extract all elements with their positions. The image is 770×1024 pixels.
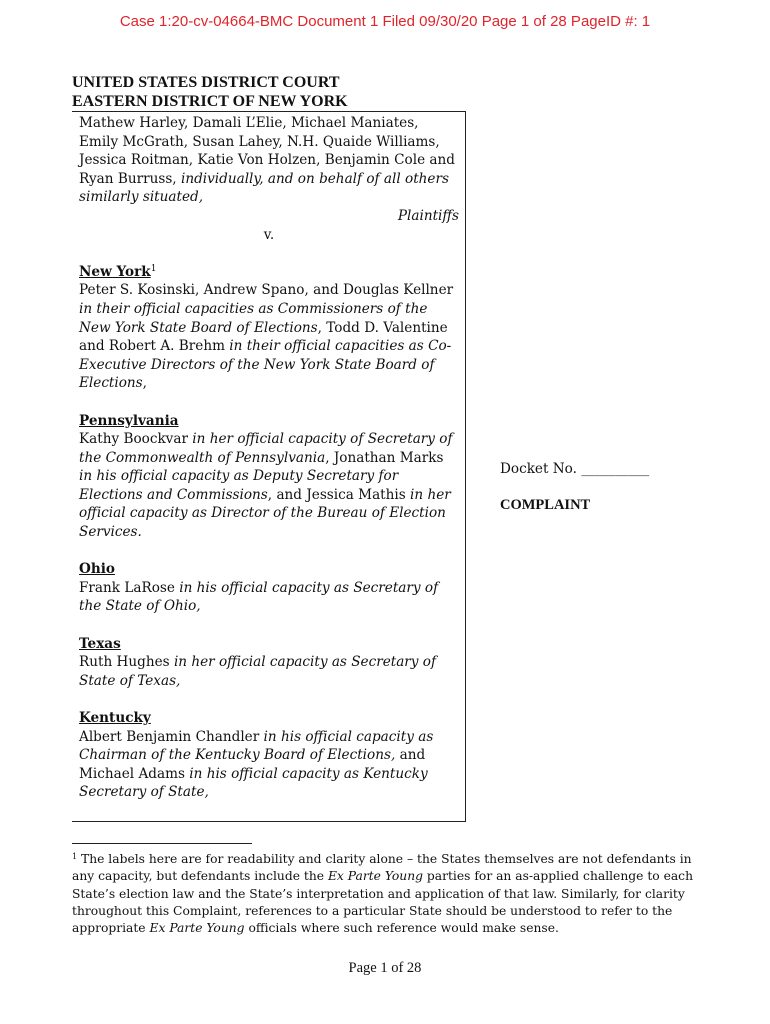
- text-segment: Albert Benjamin Chandler: [79, 728, 264, 745]
- italic-text-segment: in their official capacities as Co-Executive Directors of the New York State Board of Elections: [79, 338, 452, 392]
- text-segment: The labels here are for readability and clarity alone – the States themselves are not defendants in any capacity, but defendants include the: [72, 852, 692, 884]
- defendant-description: [79, 579, 459, 616]
- italic-text-segment: in her official capacity as Director of the Bureau of Election Services.: [79, 486, 451, 541]
- plaintiffs-capacity: individually, and on behalf of all others similarly situated,: [79, 170, 449, 206]
- court-heading: [72, 73, 348, 111]
- page-number: Page 1 of 28: [348, 960, 422, 976]
- text-segment: , Jonathan Marks: [325, 449, 444, 466]
- case-caption: [79, 114, 459, 802]
- court-name: UNITED STATES DISTRICT COURT: [72, 74, 340, 91]
- text-segment: , and Jessica Mathis: [267, 486, 411, 503]
- italic-text-segment: in his official capacity as Secretary of the State of Ohio,: [79, 579, 439, 615]
- italic-text-segment: Ex Parte Young: [327, 869, 423, 884]
- footnote: [72, 851, 702, 937]
- plaintiffs-block: [79, 114, 459, 207]
- document-title: COMPLAINT: [500, 497, 591, 513]
- defendant-description: [79, 281, 459, 393]
- plaintiffs-names: Mathew Harley, Damali L’Elie, Michael Maniates, Emily McGrath, Susan Lahey, N.H. Quaide Williams, Jessica Roitman, Katie Von Holzen, Benjamin Cole and Ryan Burruss,: [79, 115, 455, 187]
- defendant-section: [79, 709, 459, 802]
- case-header-stamp: Case 1:20-cv-04664-BMC Document 1 Filed 09/30/20 Page 1 of 28 PageID #: 1: [119, 13, 651, 30]
- defendant-description: [79, 430, 459, 542]
- state-heading: Pennsylvania: [79, 412, 179, 429]
- footnote-marker: 1: [72, 852, 78, 861]
- text-segment: Peter S. Kosinski, Andrew Spano, and Douglas Kellner: [79, 282, 454, 299]
- italic-text-segment: in her official capacity of Secretary of the Commonwealth of Pennsylvania: [79, 431, 453, 466]
- state-heading: Texas: [79, 635, 121, 652]
- text-segment: parties for an as-applied challenge to each State’s election law and the State’s interpretation and application of that law. Similarly, for clarity throughout this Complaint, references to a particular State should be understood to refer to the appropriate: [72, 869, 693, 936]
- footnote-reference: 1: [150, 263, 157, 274]
- footnote-text: [72, 852, 693, 935]
- docket-number: Docket No. __________: [500, 461, 650, 477]
- state-heading: New York: [79, 263, 151, 280]
- defendant-section: [79, 635, 459, 691]
- text-segment: officials where such reference would make sense.: [244, 921, 559, 936]
- defendants-list: [79, 263, 459, 802]
- text-segment: Ruth Hughes: [79, 654, 174, 671]
- text-segment: Kathy Boockvar: [79, 431, 193, 448]
- text-segment: Frank LaRose: [79, 579, 180, 596]
- defendant-section: [79, 263, 459, 393]
- italic-text-segment: in her official capacity as Secretary of State of Texas,: [79, 654, 437, 689]
- italic-text-segment: in his official capacity as Chairman of the Kentucky Board of Elections,: [79, 728, 434, 764]
- text-segment: ,: [142, 375, 147, 392]
- defendant-section: [79, 412, 459, 542]
- footnote-divider: [72, 843, 252, 844]
- versus: v.: [263, 226, 275, 243]
- state-heading: Ohio: [79, 561, 115, 578]
- court-district: EASTERN DISTRICT OF NEW YORK: [72, 93, 348, 110]
- defendant-section: [79, 560, 459, 616]
- plaintiffs-label: Plaintiffs: [397, 207, 459, 224]
- italic-text-segment: in his official capacity as Deputy Secretary for Elections and Commissions: [79, 468, 399, 503]
- italic-text-segment: Ex Parte Young: [149, 921, 245, 936]
- defendant-description: [79, 728, 459, 802]
- italic-text-segment: in their official capacities as Commissioners of the New York State Board of Elections: [79, 300, 428, 336]
- state-heading: Kentucky: [79, 710, 151, 726]
- italic-text-segment: in his official capacity as Kentucky Secretary of State,: [79, 765, 428, 801]
- text-segment: , Todd D. Valentine and Robert A. Brehm: [79, 319, 448, 355]
- defendant-description: [79, 653, 459, 690]
- text-segment: and Michael Adams: [79, 747, 426, 782]
